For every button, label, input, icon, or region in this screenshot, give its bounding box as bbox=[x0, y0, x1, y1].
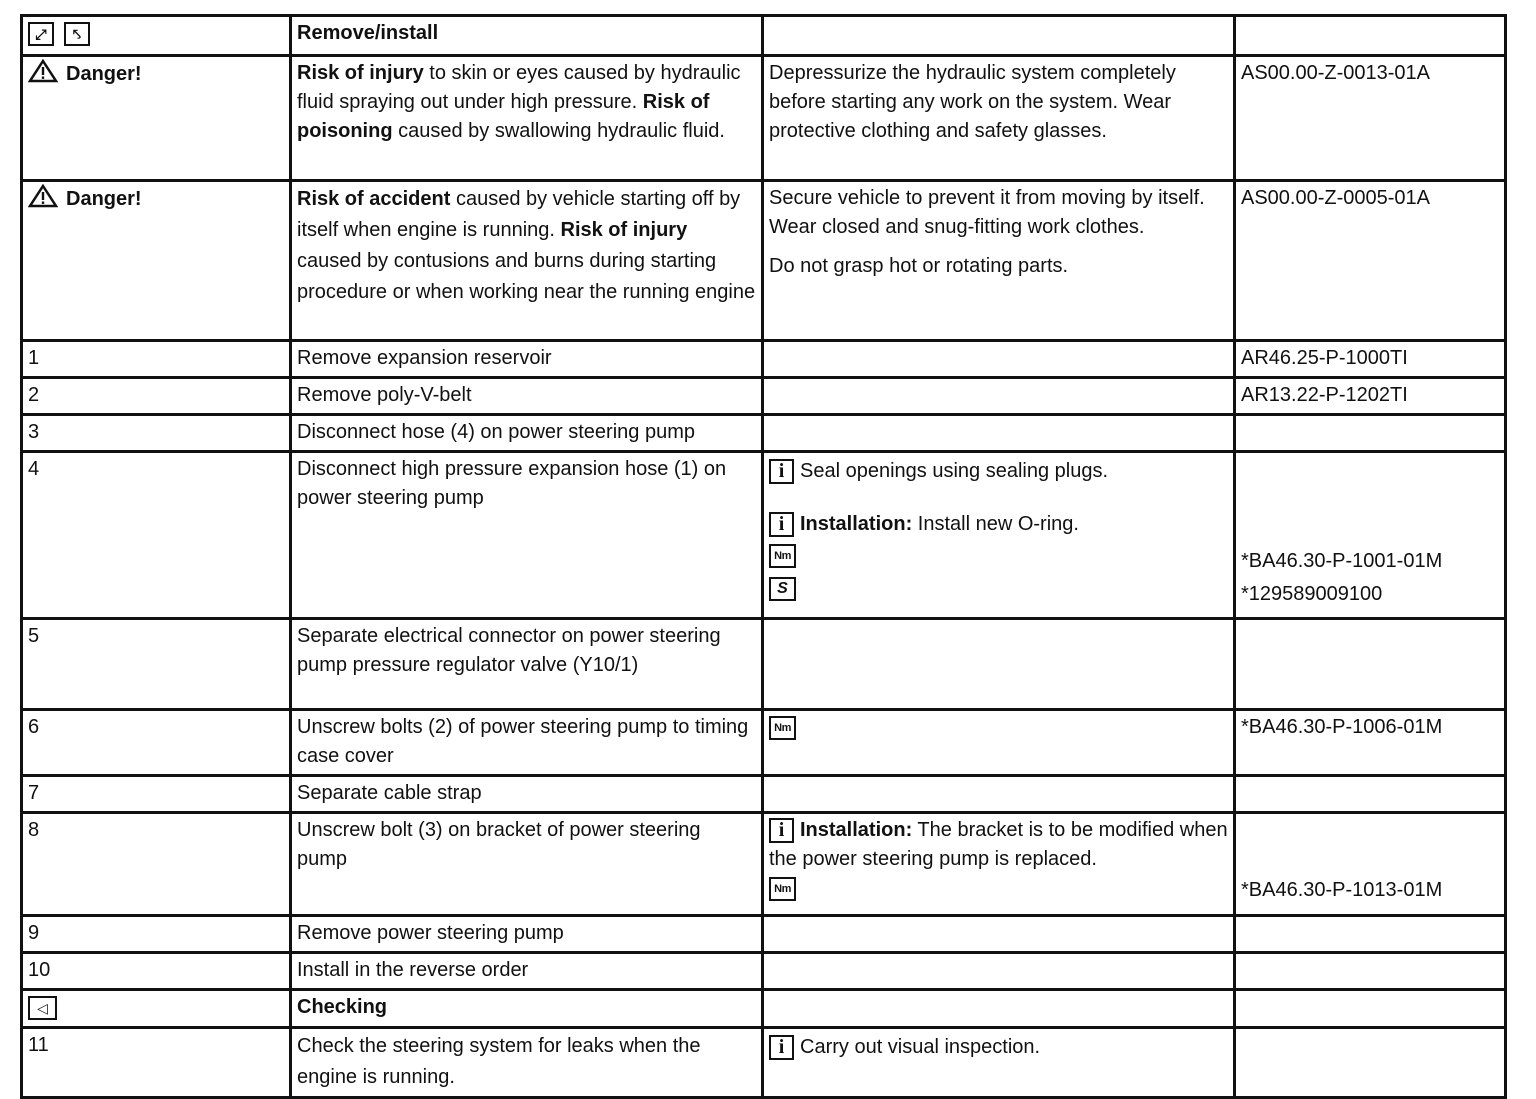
empty-cell bbox=[763, 776, 1235, 813]
step-number: 9 bbox=[28, 922, 40, 944]
empty-cell bbox=[1235, 619, 1506, 710]
section-icons-cell bbox=[22, 990, 291, 1028]
step-text-cell bbox=[291, 710, 763, 776]
empty-cell bbox=[1235, 16, 1506, 56]
step-number-cell bbox=[22, 710, 291, 776]
step-number: 4 bbox=[28, 458, 40, 480]
danger-risk-cell bbox=[291, 56, 763, 181]
step-text: Separate electrical connector on power steering pump pressure regulator valve (Y10/1) bbox=[297, 625, 721, 676]
info-icon: i bbox=[769, 818, 794, 843]
danger-row-vehicle bbox=[22, 181, 1506, 341]
step-text: Disconnect hose (4) on power steering pump bbox=[297, 421, 695, 443]
danger-action-cell bbox=[763, 181, 1235, 341]
step-text: Disconnect high pressure expansion hose (1) on power steering pump bbox=[297, 458, 727, 509]
step-row bbox=[22, 619, 1506, 710]
empty-cell bbox=[763, 16, 1235, 56]
step-text-cell bbox=[291, 619, 763, 710]
step-note-seal: Seal openings using sealing plugs. bbox=[800, 460, 1108, 482]
section-row-checking bbox=[22, 990, 1506, 1028]
torque-icon[interactable]: Nm bbox=[769, 544, 796, 568]
step-notes-cell bbox=[763, 452, 1235, 619]
step-reference[interactable]: AR13.22-P-1202TI bbox=[1241, 384, 1408, 406]
procedure-table bbox=[20, 14, 1507, 1099]
step-number: 10 bbox=[28, 959, 51, 981]
risk-injury-bold: Risk of injury bbox=[560, 219, 688, 241]
section-icons-cell bbox=[22, 16, 291, 56]
step-number: 2 bbox=[28, 384, 40, 406]
step-number: 11 bbox=[28, 1034, 49, 1056]
step-row bbox=[22, 953, 1506, 990]
step-number-cell bbox=[22, 916, 291, 953]
step-row bbox=[22, 415, 1506, 452]
compress-icon: ⤣ bbox=[64, 22, 90, 46]
section-title-cell bbox=[291, 16, 763, 56]
empty-cell bbox=[1235, 953, 1506, 990]
step-text-cell bbox=[291, 415, 763, 452]
danger-action-text: Depressurize the hydraulic system completely before starting any work on the system. Wear protective clothing and safety glasses. bbox=[769, 62, 1176, 142]
check-icon: ◁ bbox=[28, 996, 57, 1020]
empty-cell bbox=[763, 916, 1235, 953]
step-number: 3 bbox=[28, 421, 40, 443]
danger-ref-cell[interactable] bbox=[1235, 56, 1506, 181]
step-row bbox=[22, 710, 1506, 776]
step-text: Remove expansion reservoir bbox=[297, 347, 552, 369]
step-row bbox=[22, 813, 1506, 916]
danger-action-secure: Secure vehicle to prevent it from moving by itself. bbox=[769, 187, 1205, 209]
empty-cell bbox=[1235, 415, 1506, 452]
step-row bbox=[22, 776, 1506, 813]
warning-triangle-icon bbox=[28, 184, 58, 208]
danger-label-cell bbox=[22, 181, 291, 341]
danger-action-hot-parts: Do not grasp hot or rotating parts. bbox=[769, 255, 1069, 277]
torque-reference[interactable]: *BA46.30-P-1013-01M bbox=[1241, 879, 1443, 901]
section-title-checking: Checking bbox=[297, 996, 388, 1018]
step-number-cell bbox=[22, 341, 291, 378]
step-text-cell bbox=[291, 378, 763, 415]
step-number: 6 bbox=[28, 716, 40, 738]
step-row bbox=[22, 916, 1506, 953]
step-text: Unscrew bolts (2) of power steering pump to timing case cover bbox=[297, 716, 749, 767]
empty-cell bbox=[763, 990, 1235, 1028]
step-text: Remove poly-V-belt bbox=[297, 384, 472, 406]
danger-ref-cell[interactable] bbox=[1235, 181, 1506, 341]
step-row bbox=[22, 452, 1506, 619]
step-notes-cell bbox=[763, 710, 1235, 776]
step-number: 7 bbox=[28, 782, 40, 804]
step-number-cell bbox=[22, 813, 291, 916]
warning-triangle-icon bbox=[28, 59, 58, 83]
step-note-installation-label: Installation: bbox=[800, 513, 913, 535]
empty-cell bbox=[1235, 990, 1506, 1028]
step-text-cell bbox=[291, 813, 763, 916]
step-text: Check the steering system for leaks when the engine is running. bbox=[297, 1035, 701, 1088]
expand-icon: ⤢ bbox=[28, 22, 54, 46]
torque-reference[interactable]: *BA46.30-P-1006-01M bbox=[1241, 716, 1443, 738]
step-number-cell bbox=[22, 619, 291, 710]
danger-action-cell bbox=[763, 56, 1235, 181]
risk-poisoning-bold: Risk of poisoning bbox=[297, 91, 710, 142]
empty-cell bbox=[763, 341, 1235, 378]
step-note-installation-label: Installation: bbox=[800, 819, 913, 841]
step-number: 5 bbox=[28, 625, 40, 647]
info-icon: i bbox=[769, 1035, 794, 1060]
empty-cell bbox=[763, 619, 1235, 710]
step-text-cell bbox=[291, 776, 763, 813]
danger-label: Danger! bbox=[66, 63, 142, 85]
section-title-cell bbox=[291, 990, 763, 1028]
risk-poisoning-text: caused by swallowing hydraulic fluid. bbox=[392, 120, 725, 142]
step-number-cell bbox=[22, 415, 291, 452]
info-icon: i bbox=[769, 512, 794, 537]
step-text: Unscrew bolt (3) on bracket of power steering pump bbox=[297, 819, 701, 870]
step-ref-cell[interactable] bbox=[1235, 378, 1506, 415]
step-ref-cell[interactable] bbox=[1235, 710, 1506, 776]
step-number-cell bbox=[22, 953, 291, 990]
step-text-cell bbox=[291, 953, 763, 990]
step-text-cell bbox=[291, 1028, 763, 1098]
empty-cell bbox=[763, 415, 1235, 452]
danger-row-hydraulic bbox=[22, 56, 1506, 181]
step-number: 1 bbox=[28, 347, 40, 369]
danger-label-cell bbox=[22, 56, 291, 181]
risk-accident-bold: Risk of accident bbox=[297, 188, 451, 210]
risk-injury-text: to skin or eyes caused by hydraulic fluid spraying out under high pressure. bbox=[297, 62, 741, 113]
special-tool-icon[interactable]: S bbox=[769, 577, 796, 601]
step-ref-cell bbox=[1235, 813, 1506, 916]
step-note-visual: Carry out visual inspection. bbox=[800, 1036, 1041, 1058]
danger-risk-cell bbox=[291, 181, 763, 341]
risk-accident-text: caused by vehicle starting off by itself when engine is running. bbox=[297, 188, 741, 241]
step-number-cell bbox=[22, 452, 291, 619]
step-number: 8 bbox=[28, 819, 40, 841]
step-note-installation-text: Install new O-ring. bbox=[912, 513, 1079, 535]
step-number-cell bbox=[22, 776, 291, 813]
step-number-cell bbox=[22, 378, 291, 415]
step-ref-cell bbox=[1235, 452, 1506, 619]
step-text: Remove power steering pump bbox=[297, 922, 564, 944]
empty-cell bbox=[763, 953, 1235, 990]
step-text-cell bbox=[291, 341, 763, 378]
step-number-cell bbox=[22, 1028, 291, 1098]
torque-reference[interactable]: *BA46.30-P-1001-01M bbox=[1241, 550, 1443, 572]
section-title-remove-install: Remove/install bbox=[297, 22, 439, 44]
info-icon: i bbox=[769, 459, 794, 484]
step-text: Install in the reverse order bbox=[297, 959, 529, 981]
step-row bbox=[22, 341, 1506, 378]
empty-cell bbox=[1235, 776, 1506, 813]
step-notes-cell bbox=[763, 813, 1235, 916]
risk-injury-text: caused by contusions and burns during starting procedure or when working near the running engine bbox=[297, 250, 756, 303]
danger-label: Danger! bbox=[66, 188, 142, 210]
step-text-cell bbox=[291, 452, 763, 619]
step-reference[interactable]: AR46.25-P-1000TI bbox=[1241, 347, 1408, 369]
empty-cell bbox=[1235, 916, 1506, 953]
step-note-installation-text: The bracket is to be modified when the power steering pump is replaced. bbox=[769, 819, 1228, 870]
step-row bbox=[22, 1028, 1506, 1098]
risk-injury-bold: Risk of injury bbox=[297, 62, 424, 84]
step-notes-cell bbox=[763, 1028, 1235, 1098]
tool-reference[interactable]: *129589009100 bbox=[1241, 583, 1383, 605]
torque-icon[interactable]: Nm bbox=[769, 877, 796, 901]
section-row-remove-install bbox=[22, 16, 1506, 56]
empty-cell bbox=[1235, 1028, 1506, 1098]
danger-action-clothes: Wear closed and snug-fitting work clothes. bbox=[769, 216, 1145, 238]
danger-reference[interactable]: AS00.00-Z-0005-01A bbox=[1241, 187, 1431, 209]
empty-cell bbox=[763, 378, 1235, 415]
step-text-cell bbox=[291, 916, 763, 953]
torque-icon[interactable]: Nm bbox=[769, 716, 796, 740]
danger-reference[interactable]: AS00.00-Z-0013-01A bbox=[1241, 62, 1431, 84]
step-text: Separate cable strap bbox=[297, 782, 482, 804]
step-row bbox=[22, 378, 1506, 415]
step-ref-cell[interactable] bbox=[1235, 341, 1506, 378]
